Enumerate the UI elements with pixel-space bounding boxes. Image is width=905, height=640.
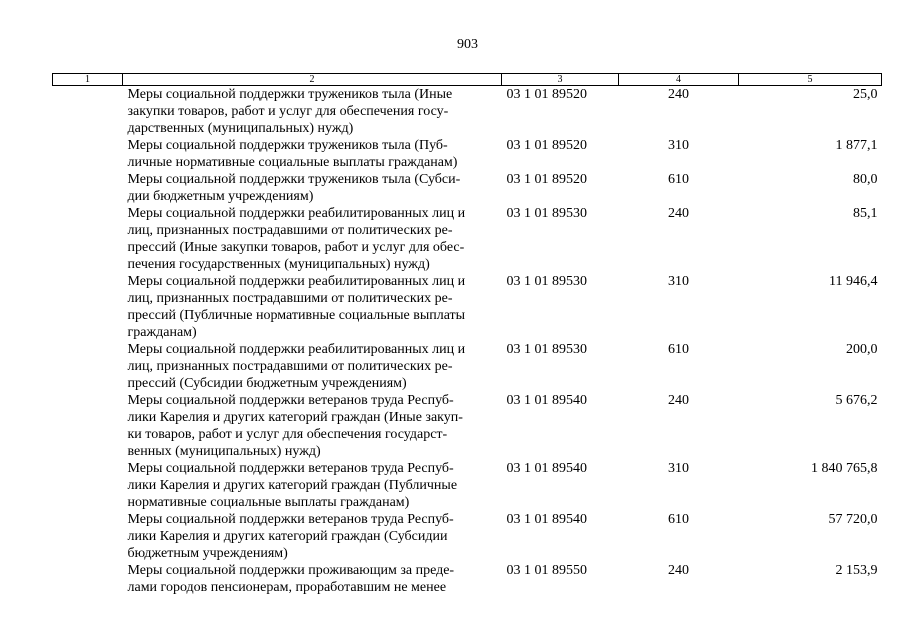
- item-name-line: Меры социальной поддержки тружеников тыла (Субси-: [127, 172, 461, 187]
- item-name-cell: [123, 341, 502, 392]
- header-col-1: 1: [53, 74, 123, 86]
- item-name-line: бюджетным учреждениям): [127, 546, 288, 561]
- expense-type-cell: 240: [668, 206, 689, 221]
- target-code-cell: 03 1 01 89530: [506, 342, 587, 357]
- table-row: [53, 86, 882, 138]
- row-number-cell: [53, 171, 123, 205]
- amount-cell: 11 946,4: [829, 274, 878, 289]
- item-name-line: Меры социальной поддержки проживающим за преде-: [127, 563, 455, 578]
- row-number-cell: [53, 392, 123, 460]
- item-name-line: Меры социальной поддержки реабилитированных лиц и: [127, 342, 466, 357]
- target-code-cell: 03 1 01 89540: [506, 512, 587, 527]
- row-number-cell: [53, 341, 123, 392]
- expense-type-cell: 310: [668, 461, 689, 476]
- header-col-4: 4: [619, 74, 739, 86]
- item-name-cell: [123, 273, 502, 341]
- item-name-line: Меры социальной поддержки тружеников тыла (Пуб-: [127, 138, 448, 153]
- amount-cell: 200,0: [846, 342, 878, 357]
- header-row: [53, 74, 882, 86]
- item-name-cell: [123, 86, 502, 138]
- header-col-2: 2: [123, 74, 502, 86]
- item-name-line: лами городов пенсионерам, проработавшим не менее: [127, 580, 447, 595]
- expense-type-cell: 240: [668, 393, 689, 408]
- table-row: [53, 137, 882, 171]
- table-body: [53, 86, 882, 597]
- row-number-cell: [53, 137, 123, 171]
- target-code-cell: 03 1 01 89520: [506, 87, 587, 102]
- item-name-line: лиц, признанных пострадавшими от политических ре-: [127, 223, 453, 238]
- amount-cell: 2 153,9: [835, 563, 878, 578]
- amount-cell: 25,0: [853, 87, 878, 102]
- amount-cell: 1 840 765,8: [811, 461, 878, 476]
- row-number-cell: [53, 460, 123, 511]
- item-name-line: Меры социальной поддержки ветеранов труда Респуб-: [127, 461, 454, 476]
- table-row: [53, 341, 882, 392]
- table-row: [53, 171, 882, 205]
- table-row: [53, 205, 882, 273]
- target-code-cell: 03 1 01 89530: [506, 274, 587, 289]
- item-name-line: личные нормативные социальные выплаты гражданам): [127, 155, 458, 170]
- table-header: [53, 74, 882, 86]
- item-name-line: дии бюджетным учреждениям): [127, 189, 314, 204]
- item-name-cell: [123, 392, 502, 460]
- item-name-line: лики Карелия и других категорий граждан (Иные закуп-: [127, 410, 463, 425]
- target-code-cell: 03 1 01 89530: [506, 206, 587, 221]
- item-name-cell: [123, 562, 502, 596]
- target-code-cell: 03 1 01 89540: [506, 461, 587, 476]
- target-code-cell: 03 1 01 89520: [506, 172, 587, 187]
- row-number-cell: [53, 205, 123, 273]
- amount-cell: 1 877,1: [835, 138, 878, 153]
- item-name-line: прессий (Публичные нормативные социальные выплаты: [127, 308, 466, 323]
- budget-table: [52, 73, 882, 596]
- row-number-cell: [53, 511, 123, 562]
- item-name-line: лики Карелия и других категорий граждан (Субсидии: [127, 529, 448, 544]
- table-row: [53, 562, 882, 596]
- expense-type-cell: 310: [668, 138, 689, 153]
- table-row: [53, 273, 882, 341]
- target-code-cell: 03 1 01 89520: [506, 138, 587, 153]
- header-col-5: 5: [739, 74, 882, 86]
- table-row: [53, 511, 882, 562]
- expense-type-cell: 610: [668, 512, 689, 527]
- item-name-line: нормативные социальные выплаты гражданам): [127, 495, 410, 510]
- item-name-line: лиц, признанных пострадавшими от политических ре-: [127, 291, 453, 306]
- row-number-cell: [53, 562, 123, 596]
- item-name-cell: [123, 137, 502, 171]
- item-name-line: гражданам): [127, 325, 197, 340]
- item-name-cell: [123, 511, 502, 562]
- row-number-cell: [53, 273, 123, 341]
- item-name-line: лиц, признанных пострадавшими от политических ре-: [127, 359, 453, 374]
- amount-cell: 80,0: [853, 172, 878, 187]
- row-number-cell: [53, 86, 123, 138]
- item-name-line: лики Карелия и других категорий граждан (Публичные: [127, 478, 458, 493]
- expense-type-cell: 610: [668, 342, 689, 357]
- item-name-line: Меры социальной поддержки тружеников тыла (Иные: [127, 87, 453, 102]
- item-name-line: Меры социальной поддержки ветеранов труда Респуб-: [127, 512, 454, 527]
- item-name-line: Меры социальной поддержки реабилитированных лиц и: [127, 206, 466, 221]
- amount-cell: 5 676,2: [835, 393, 878, 408]
- amount-cell: 85,1: [853, 206, 878, 221]
- expense-type-cell: 610: [668, 172, 689, 187]
- header-col-3: 3: [502, 74, 619, 86]
- item-name-cell: [123, 460, 502, 511]
- item-name-line: дарственных (муниципальных) нужд): [127, 121, 354, 136]
- item-name-line: печения государственных (муниципальных) нужд): [127, 257, 430, 272]
- item-name-line: прессий (Иные закупки товаров, работ и услуг для обес-: [127, 240, 465, 255]
- table-row: [53, 392, 882, 460]
- table-row: [53, 460, 882, 511]
- expense-type-cell: 240: [668, 563, 689, 578]
- expense-type-cell: 240: [668, 87, 689, 102]
- target-code-cell: 03 1 01 89540: [506, 393, 587, 408]
- item-name-line: венных (муниципальных) нужд): [127, 444, 321, 459]
- page-number: 903: [457, 37, 478, 52]
- item-name-line: Меры социальной поддержки реабилитированных лиц и: [127, 274, 466, 289]
- item-name-line: Меры социальной поддержки ветеранов труда Респуб-: [127, 393, 454, 408]
- item-name-line: ки товаров, работ и услуг для обеспечения государст-: [127, 427, 448, 442]
- item-name-line: закупки товаров, работ и услуг для обеспечения госу-: [127, 104, 449, 119]
- item-name-line: прессий (Субсидии бюджетным учреждениям): [127, 376, 407, 391]
- item-name-cell: [123, 171, 502, 205]
- target-code-cell: 03 1 01 89550: [506, 563, 587, 578]
- amount-cell: 57 720,0: [828, 512, 878, 527]
- item-name-cell: [123, 205, 502, 273]
- expense-type-cell: 310: [668, 274, 689, 289]
